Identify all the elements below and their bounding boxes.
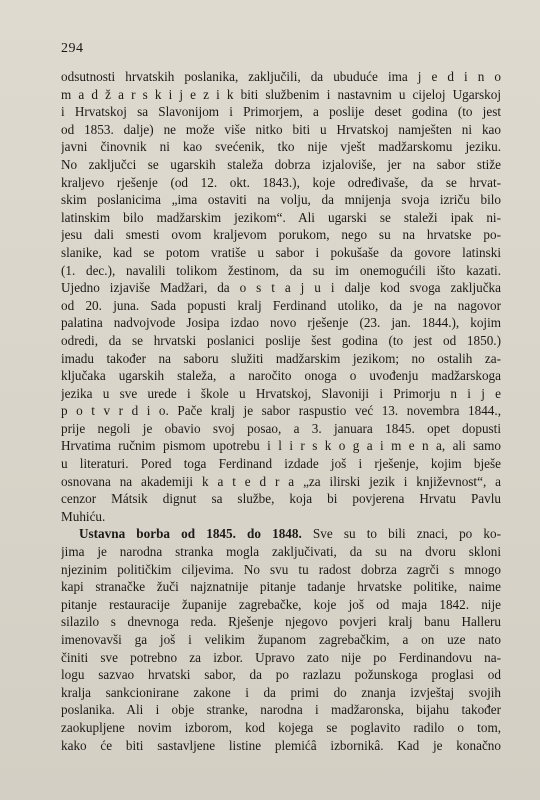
- text-line: jezika u sve urede i škole u Hrvatskoj, Slavoniji i Primorju n i j e: [61, 385, 501, 401]
- text-line: kako će biti sastavljene listine plemićâ izbornikâ. Kad je konačno: [61, 737, 501, 753]
- text-line: cenzor Mátsik dignut sa službe, koja bi povjerena Hrvatu Pavlu: [61, 491, 501, 507]
- text-line: silazilo s dnevnoga reda. Rješenje njegovo povjeri kralj banu Halleru: [61, 614, 501, 630]
- text-line: m a d ž a r s k i j e z i k biti službenim i nastavnim u cijeloj Ugarskoj: [61, 86, 501, 102]
- text-line: Hrvatima ručnim pismom upotrebu i l i r s k o g a i m e n a, ali samo: [61, 438, 501, 454]
- text-line: imadu također na saboru služiti madžarskim jezikom; no ostalih za-: [61, 350, 501, 366]
- text-line: jesu dali smesti ovom kraljevom porukom, nego su na hrvatske po-: [61, 227, 501, 243]
- text-line: slanike, kad se potom vratiše u sabor i pokušaše da govore latinski: [61, 244, 501, 260]
- text-line: činiti sve potrebno za izbor. Upravo zato nije po Ferdinandovu na-: [61, 649, 501, 665]
- text-line: No zaključci se ugarskih staleža dobrza izjaloviše, jer na sabor stiže: [61, 156, 501, 172]
- text-line: skim poslanicima „ima ostaviti na volju, da mnijenja svoja izriču bilo: [61, 192, 501, 208]
- text-line: (1. dec.), navalili tolikom žestinom, da su im onemogućili išto kazati.: [61, 262, 501, 278]
- text-line: zaokupljene novim izborom, kod kojega se poglavito radilo o tom,: [61, 719, 501, 735]
- text-line: latinskim bilo madžarskim jezikom“. Ali ugarski se staleži ipak ni-: [61, 209, 501, 225]
- paragraph-1: [61, 68, 501, 525]
- text-line: u literaturi. Pored toga Ferdinand izdade još i rješenje, kojim bješe: [61, 456, 501, 472]
- text-line: logu sazvao hrvatski sabor, da po razlazu požunskoga proglasi od: [61, 667, 501, 683]
- page-number: 294: [61, 41, 84, 56]
- paragraph-2-lines: [61, 543, 501, 754]
- text-line: p o t v r d i o. Pače kralj je sabor raspustio već 13. novembra 1844.,: [61, 403, 501, 419]
- text-line: jima je narodna stranka mogla zaključivati, da su na dvoru skloni: [61, 544, 501, 560]
- body-text: [61, 68, 501, 754]
- text-line: kralja sankcionirane zakone i da primi do znanja izvještaj svojih: [61, 684, 501, 700]
- text-line: pitanje restauracije županije zagrebačke, koje još od maja 1842. nije: [61, 596, 501, 612]
- text-line: od 20. juna. Sada popusti kralj Ferdinand utoliko, da je na nagovor: [61, 297, 501, 313]
- text-line: ključaka ugarskih staleža, a naročito onoga o uvođenju madžarskoga: [61, 368, 501, 384]
- paragraph-2: [61, 525, 501, 754]
- text-line: javni činovnik ni kao svećenik, tko nije vješt madžarskomu jeziku.: [61, 139, 501, 155]
- text-line: od 1853. dalje) ne može više nitko biti u Hrvatskoj namješten ni kao: [61, 121, 501, 137]
- heading-line-rest: Sve su to bili znaci, po ko-: [301, 526, 501, 542]
- text-line: [61, 525, 501, 543]
- text-line: kraljevo rješenje (od 12. okt. 1843.), koje određivaše, da se hrvat-: [61, 174, 501, 190]
- text-line: kapi stranačke žuči najznatnije pitanje tadanje hrvatske politike, naime: [61, 579, 501, 595]
- text-line: palatina nadvojvode Josipa izdao novo rješenje (23. jan. 1844.), kojim: [61, 315, 501, 331]
- text-line: poslanika. Ali i obje stranke, narodna i madžaronska, bijahu također: [61, 702, 501, 718]
- section-heading: Ustavna borba od 1845. do 1848.: [79, 526, 302, 542]
- text-line: njezinim političkim ciljevima. No svu tu radost dobrza zagrči s mnogo: [61, 561, 501, 577]
- text-line: Muhiću.: [61, 508, 106, 524]
- text-line: odredi, da se hrvatski poslanici poslije šest godina (to jest od 1850.): [61, 332, 501, 348]
- text-line: prije negoli je obavio svoj posao, a 3. januara 1845. opet dopusti: [61, 420, 501, 436]
- text-line: imenovavši ga još i velikim županom zagrebačkim, a on uze nato: [61, 632, 501, 647]
- text-line: odsutnosti hrvatskih poslanika, zaključili, da ubuduće ima j e d i n o: [61, 69, 501, 84]
- text-line: Ujedno izjaviše Madžari, da o s t a j u i dalje kod svoga zaključka: [61, 280, 501, 296]
- text-line: i Hrvatskoj sa Slavonijom i Primorjem, a poslije deset godina (to jest: [61, 104, 501, 120]
- text-line: osnovana na akademiji k a t e d r a „za ilirski jezik i književnost“, a: [61, 473, 501, 489]
